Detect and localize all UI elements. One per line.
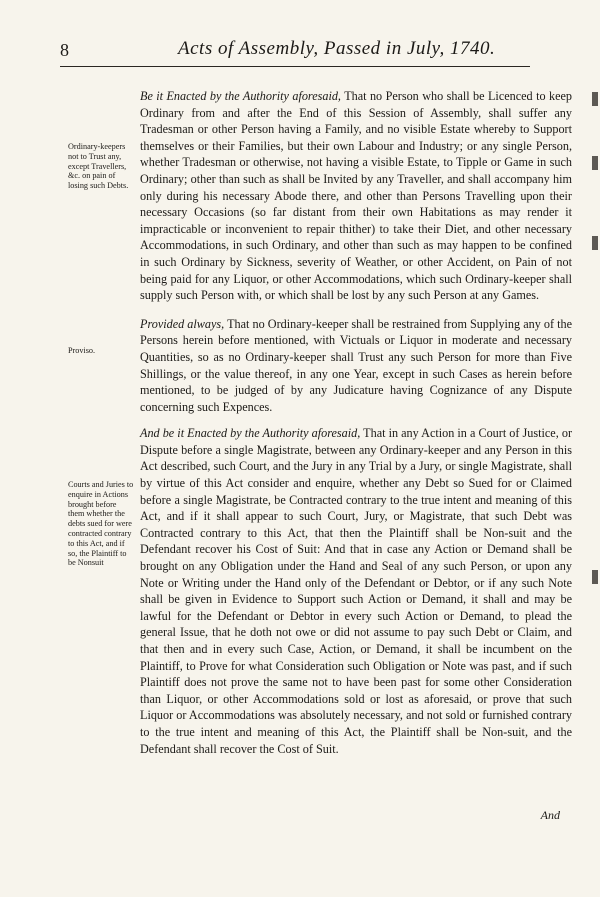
margin-note-courts-juries: Courts and Juries to enquire in Actions brought before them whether the debts sued for were contracted contrary to this Act, and if so, the Plaintiff to be Nonsuit — [68, 480, 134, 568]
adjacent-page-edge — [592, 156, 598, 170]
running-title: Acts of Assembly, Passed in July, 1740. — [178, 38, 496, 59]
paragraph-text: That no Ordinary-keeper shall be restrained from Supplying any of the Persons herein before mentioned, with Victuals or Liquor in moderate and necessary Quantities, so as no Ordinary-keeper shall Trust any such Person for more than Five Shillings, or the value thereof, in any one Year, except in such Cases as herein before mentioned, to be judged of by any Judicature having Cognizance of any Dispute concerning such Expences. — [140, 316, 573, 414]
header-rule — [60, 66, 530, 67]
paragraph-enactment-1 — [140, 88, 572, 304]
catchword: And — [540, 808, 560, 822]
adjacent-page-edge — [592, 570, 598, 584]
paragraph-lead: And be it Enacted by the Authority aforesaid, — [140, 426, 361, 441]
page-number: 8 — [60, 40, 69, 60]
body-text — [140, 88, 572, 767]
adjacent-page-edge — [592, 236, 598, 250]
paragraph-enactment-2 — [140, 425, 572, 757]
adjacent-page-edge — [592, 92, 598, 106]
page-header — [60, 38, 530, 64]
paragraph-text: That in any Action in a Court of Justice, or Dispute before a single Magistrate, between any Ordinary-keeper and any Person in this Act described, such Court, and the Jury in any Trial by a Jury, or single Magistrate, shall by virtue of this Act consider and enquire, whether any Debt so Sued for or Claimed before a single Magistrate, be Contracted contrary to the true intent and meaning of this Act, and if it shall appear to such Court, Jury, or Magistrate, that such Debt was Contracted contrary to this Act, that then the Plaintiff shall be Non-suit and the Defendant recover his Cost of Suit: And that in case any Action or Demand shall be brought on any Obligation under the Hand and Seal of any such Person, or upon any Note or Writing under the Hand only of the Defendant or Debtor, or if any such Note shall be given in Evidence to Support such Action or Demand, it shall and may be lawful for the Defendant or Debtor in every such Action or Demand, to plead the general Issue, that he doth not owe or did not assume to pay such Debt or Claim, and that then and in every such Case, Action, or Demand, it shall be incumbent on the Plaintiff, to Prove for what Consideration such Obligation or Note was past, and if such Plaintiff does not prove the same not to have been past for some other Consideration than Liquor, or other Accommodations sold or lost as aforesaid, or prove that such Liquor or Accommodations was absolutely necessary, and not sold or furnished contrary to the true intent and meaning of this Act, the Plaintiff shall be Non-suit, and the Defendant shall recover the Cost of Suit. — [140, 426, 572, 756]
paragraph-text: That no Person who shall be Licenced to keep Ordinary from and after the End of this Session of Assembly, shall suffer any Tradesman or other Person having a Family, and no visible Estate whereby to Support themselves or their Families, but their own Labour and Industry; or any single Person, whether Tradesman or otherwise, not having a visible Estate, to Tipple or Game in such Ordinary; other than such as shall be Invited by any Traveller, and shall accompany him only during his necessary Abode there, and other than Persons Travelling upon their necessary Occasions (so far distant from their own Habitations as may render it impracticable or inconvenient to repair thither) to take their Diet, and other necessary Accommodations, in such Ordinary, and other than such as may happen to be confined in such Ordinary by Sickness, severity of Weather, or other Accident, on Pain of not being paid for any Liquor, or other Accommodations, which such Ordinary-keeper shall supply such Person with, or which shall be lost by any such Person at any Games. — [140, 89, 572, 303]
paragraph-lead: Be it Enacted by the Authority aforesaid, — [140, 89, 341, 103]
paragraph-lead: Provided always, — [140, 316, 225, 331]
margin-note-ordinary-keepers: Ordinary-keepers not to Trust any, except Travellers, &c. on pain of losing such Debts. — [68, 142, 129, 191]
paragraph-proviso — [140, 316, 572, 416]
margin-note-proviso: Proviso. — [68, 346, 96, 355]
